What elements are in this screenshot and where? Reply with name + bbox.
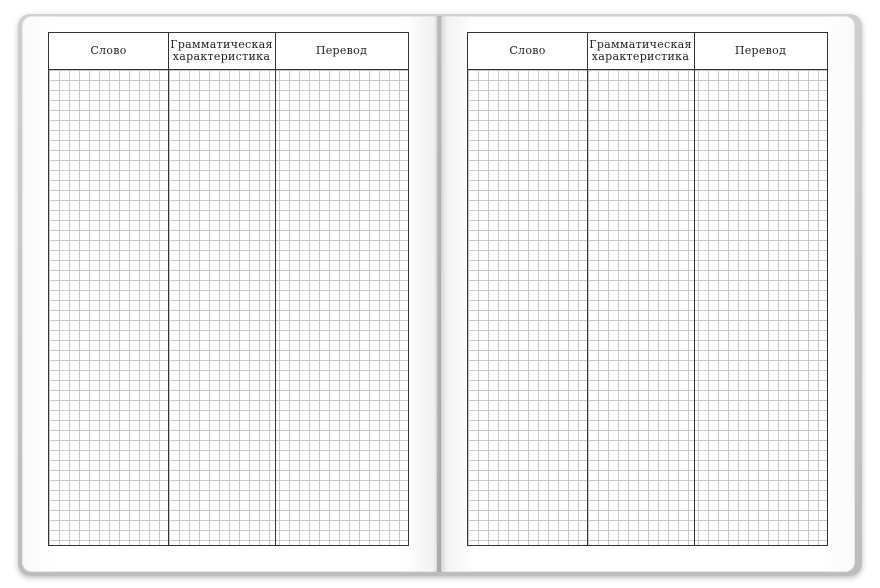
column-header-word: Слово — [509, 44, 546, 57]
grid-area-right — [468, 70, 827, 545]
table-header-left — [49, 33, 408, 70]
vocabulary-table-left — [48, 32, 409, 546]
column-header-grammar: Грамматическая характеристика — [170, 38, 273, 63]
column-header-translation: Перевод — [315, 44, 368, 57]
right-page — [441, 16, 855, 572]
column-header-translation: Перевод — [734, 44, 787, 57]
column-header-word: Слово — [90, 44, 127, 57]
table-header-right — [468, 33, 827, 70]
column-header-grammar: Грамматическая характеристика — [589, 38, 692, 63]
vocabulary-table-right — [467, 32, 828, 546]
grid-area-left — [49, 70, 408, 545]
column-divider — [694, 33, 695, 545]
column-divider — [587, 33, 588, 545]
column-divider — [168, 33, 169, 545]
column-divider — [275, 33, 276, 545]
left-page — [22, 16, 437, 572]
